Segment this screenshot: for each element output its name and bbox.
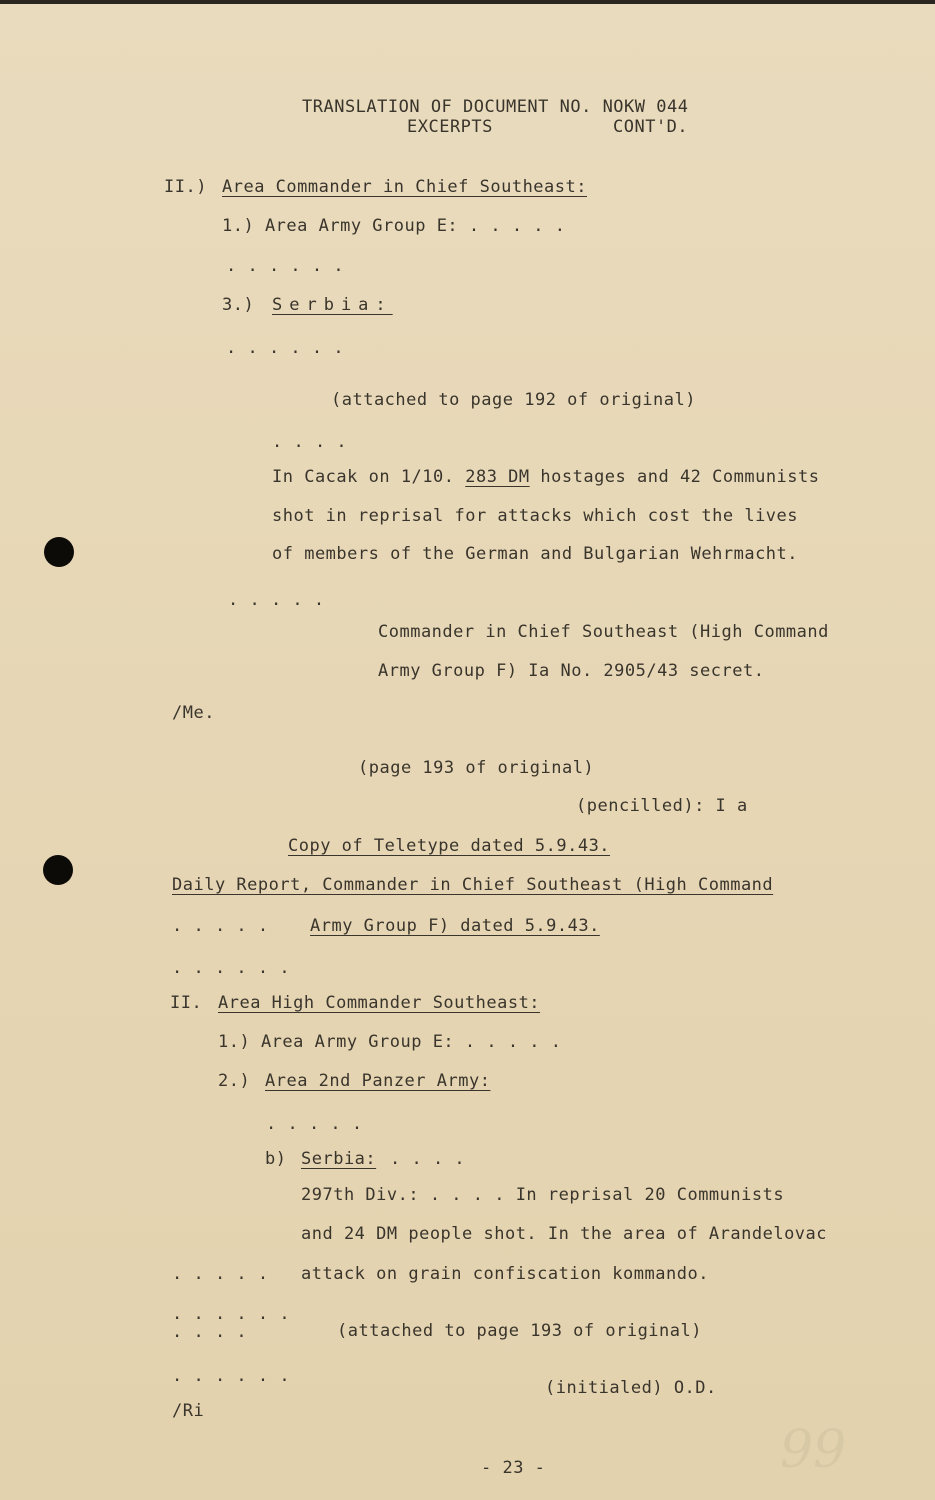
report-line-3: of members of the German and Bulgarian Wehrmacht. [272, 544, 799, 564]
source-line-2: Army Group F) Ia No. 2905/43 secret. [378, 661, 765, 681]
report-line-2: shot in reprisal for attacks which cost the lives [272, 506, 799, 526]
section-heading: Area High Commander Southeast: [218, 993, 541, 1013]
item-1-area-army-group-e: 1.) Area Army Group E: . . . . . [218, 1032, 562, 1052]
typist-initials: /Me. [172, 703, 215, 723]
division-report-line-2: and 24 DM people shot. In the area of Arandelovac [301, 1224, 828, 1244]
item-2-panzer-army: Area 2nd Panzer Army: [265, 1071, 491, 1091]
item-1-area-army-group-e: 1.) Area Army Group E: . . . . . [222, 216, 566, 236]
omission-dots: . . . . [390, 1149, 466, 1169]
punch-hole-lower [43, 855, 73, 885]
section-number: II.) [164, 177, 207, 197]
omission-dots: . . . . . . [226, 338, 345, 358]
omission-dots: . . . . . . [172, 1366, 291, 1386]
typist-initials: /Ri [172, 1401, 205, 1421]
item-3-serbia: Serbia: [272, 295, 393, 315]
handwritten-folio-mark: 99 [780, 1420, 847, 1480]
doc-subtitle: EXCERPTS [407, 117, 493, 137]
subitem-b-serbia: Serbia: [301, 1149, 377, 1169]
page-reference: (page 193 of original) [358, 758, 595, 778]
item-2-number: 2.) [218, 1071, 251, 1091]
source-line-1: Commander in Chief Southeast (High Command [378, 622, 829, 642]
section-heading: Area Commander in Chief Southeast: [222, 177, 587, 197]
daily-report-line-1: Daily Report, Commander in Chief Southeast (High Command [172, 875, 774, 895]
omission-dots: . . . . . . [172, 1304, 291, 1324]
attached-note: (attached to page 192 of original) [331, 390, 696, 410]
attached-note: (attached to page 193 of original) [337, 1321, 702, 1341]
section-number: II. [170, 993, 203, 1013]
doc-continued: CONT'D. [613, 117, 689, 137]
item-3-number: 3.) [222, 295, 255, 315]
omission-dots: . . . . [172, 1322, 248, 1342]
subitem-b-letter: b) [265, 1149, 287, 1169]
report-line-1: In Cacak on 1/10. 283 DM hostages and 42 Communists [272, 467, 820, 487]
pencilled-note: (pencilled): I a [576, 796, 748, 816]
omission-dots: . . . . . . [172, 958, 291, 978]
omission-dots: . . . . . [172, 916, 269, 936]
scan-edge [0, 0, 935, 4]
omission-dots: . . . . . [172, 1264, 269, 1284]
page-number: - 23 - [481, 1458, 546, 1478]
omission-dots: . . . . . [228, 590, 325, 610]
teletype-copy-heading: Copy of Teletype dated 5.9.43. [288, 836, 611, 856]
division-report-line-1: 297th Div.: . . . . In reprisal 20 Communists [301, 1185, 785, 1205]
omission-dots: . . . . . [266, 1114, 363, 1134]
daily-report-line-2: Army Group F) dated 5.9.43. [310, 916, 600, 936]
punch-hole-upper [44, 537, 74, 567]
initialed-note: (initialed) O.D. [545, 1378, 717, 1398]
omission-dots: . . . . [272, 432, 348, 452]
doc-title: TRANSLATION OF DOCUMENT NO. NOKW 044 [302, 97, 689, 117]
division-report-line-3: attack on grain confiscation kommando. [301, 1264, 709, 1284]
omission-dots: . . . . . . [226, 256, 345, 276]
